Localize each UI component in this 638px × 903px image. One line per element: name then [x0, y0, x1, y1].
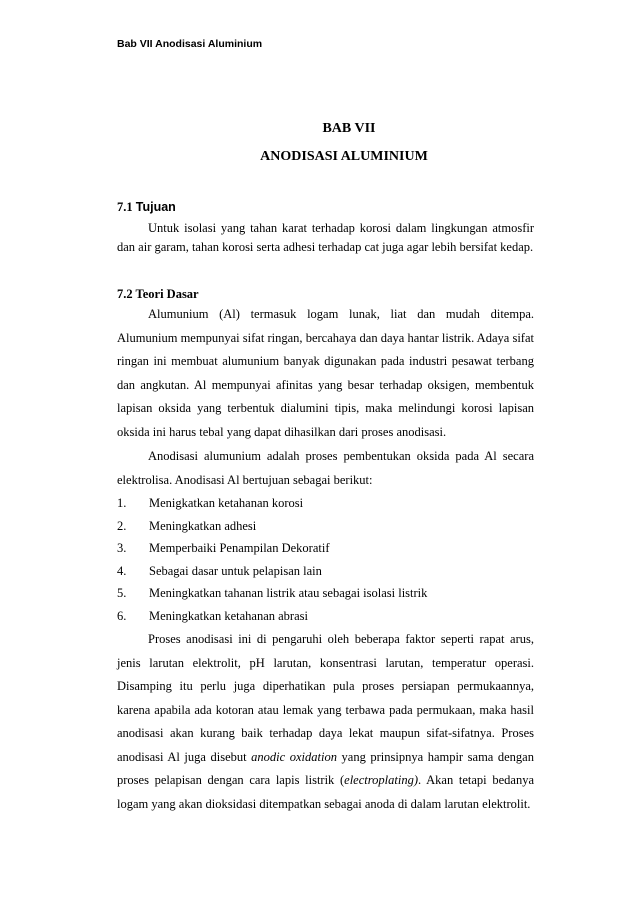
paragraph: Alumunium (Al) termasuk logam lunak, liat dan mudah ditempa. Alumunium mempunyai sifat ringan, bercahaya dan daya hantar listrik. Adaya sifat ringan ini membuat alumunium banyak digunakan pada industri pesawat terbang dan angkutan. Al mempunyai afinitas yang besar terhadap oksigen, membentuk lapisan oksida yang terbentuk dialumini tipis, maka melindungi korosi lapisan oksida ini harus tebal yang dapat dihasilkan dari proses anodisasi.	[117, 307, 534, 439]
chapter-title: ANODISASI ALUMINIUM	[260, 149, 428, 164]
italic-term: anodic oxidation	[251, 749, 337, 764]
section-number: 7.1	[117, 200, 133, 214]
chapter-label: BAB VII	[322, 121, 376, 136]
running-header: Bab VII Anodisasi Aluminium	[117, 38, 263, 50]
list-number: 3.	[117, 541, 127, 555]
section-tujuan	[117, 200, 534, 257]
section-title: Teori Dasar	[135, 287, 199, 301]
section-heading	[117, 287, 534, 302]
list-number: 4.	[117, 563, 127, 578]
text-run: Proses anodisasi ini di pengaruhi oleh beberapa faktor seperti rapat arus, jenis larutan elektrolit, pH larutan, konsentrasi larutan, temperatur operasi. Disamping itu perlu juga diperhatikan pula proses persiapan permukaannya, karena apabila ada kotoran atau lemak yang terbawa pada permukaan, maka hasil anodisasi akan kurang baik terhadap daya lekat maupun sifat-sifatnya. Proses anodisasi Al juga disebut	[117, 632, 534, 764]
section-number: 7.2	[117, 287, 133, 301]
list-item	[117, 492, 534, 515]
list-text: Sebagai dasar untuk pelapisan lain	[149, 563, 322, 578]
list-number: 1.	[117, 496, 127, 510]
list-item	[117, 537, 534, 560]
list-item	[117, 560, 534, 583]
list-text: Memperbaiki Penampilan Dekoratif	[149, 541, 330, 555]
list-item	[117, 582, 534, 605]
objectives-list	[117, 492, 534, 627]
paragraph: Anodisasi alumunium adalah proses pembentukan oksida pada Al secara elektrolisa. Anodisasi Al bertujuan sebagai berikut:	[117, 449, 534, 487]
paragraph: Untuk isolasi yang tahan karat terhadap korosi dalam lingkungan atmosfir dan air garam, tahan korosi serta adhesi terhadap cat juga agar lebih bersifat kedap.	[117, 221, 534, 254]
list-text: Meningkatkan ketahanan abrasi	[149, 608, 308, 623]
list-item	[117, 515, 534, 538]
section-heading	[117, 200, 534, 215]
list-number: 6.	[117, 608, 127, 623]
text-run: yang prinsipnya hampir sama dengan proses pelapisan dengan cara lapis listrik (	[117, 749, 534, 787]
list-number: 5.	[117, 586, 127, 600]
list-text: Menigkatkan ketahanan korosi	[149, 496, 304, 510]
list-text: Meningkatkan adhesi	[149, 518, 257, 533]
paragraph	[117, 628, 534, 816]
list-item	[117, 605, 534, 628]
text-run: . Akan tetapi bedanya logam yang akan dioksidasi ditempatkan sebagai anoda di dalam larutan elektrolit.	[117, 773, 534, 811]
italic-term: electroplating)	[344, 773, 418, 787]
list-number: 2.	[117, 518, 127, 533]
section-title: Tujuan	[135, 200, 176, 214]
section-teori-dasar	[117, 287, 534, 816]
list-text: Meningkatkan tahanan listrik atau sebagai isolasi listrik	[149, 586, 428, 600]
